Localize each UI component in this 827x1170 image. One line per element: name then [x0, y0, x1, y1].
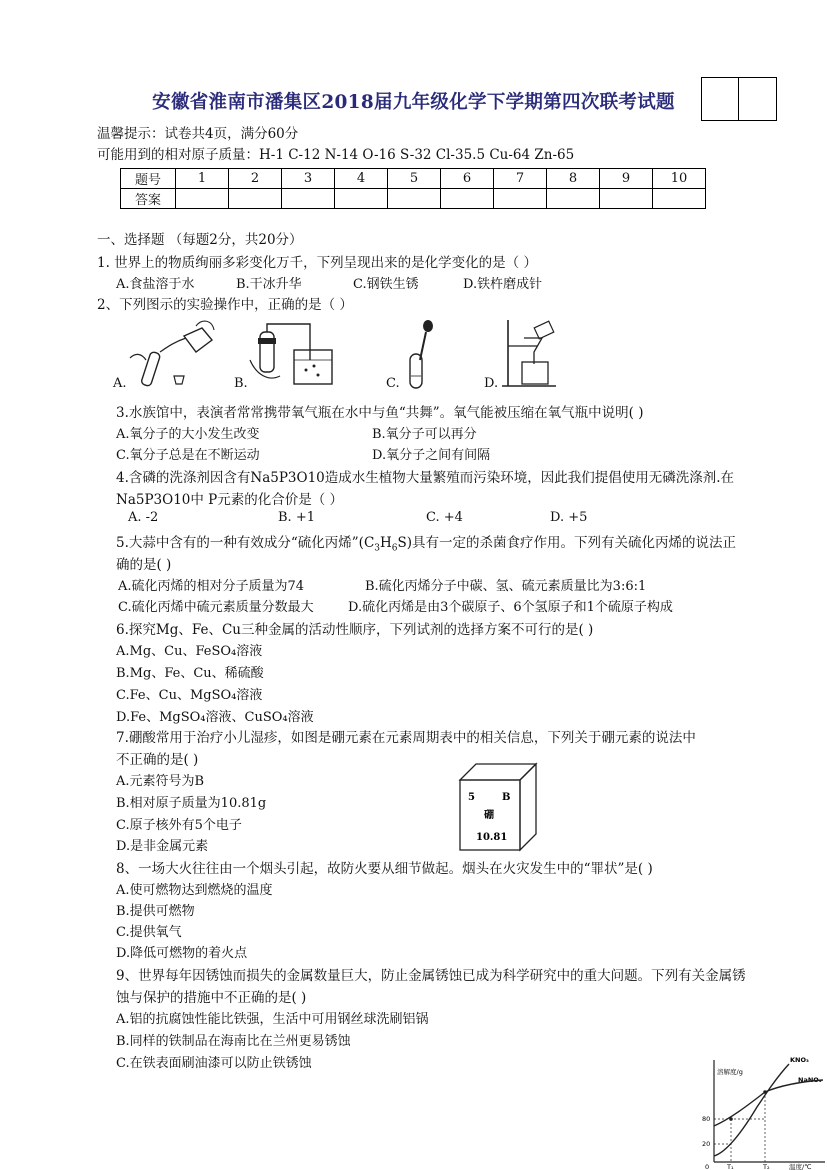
q5-option-b: B.硫化丙烯分子中碳、氢、硫元素质量比为3:6:1 [365, 579, 647, 594]
q6-option-b: B.Mg、Fe、Cu、稀硫酸 [116, 666, 264, 681]
kno3-curve [714, 1064, 789, 1156]
table-cell: 4 [335, 169, 388, 189]
answer-cell[interactable] [600, 189, 653, 209]
table-cell: 5 [388, 169, 441, 189]
q9-option-b: B.同样的铁制品在海南比在兰州更易锈蚀 [116, 1034, 351, 1049]
table-header-answer: 答案 [121, 189, 176, 209]
q8-stem: 8、一场大火往往由一个烟头引起，故防火要从细节做起。烟头在火灾发生中的“罪状”是( ) [116, 861, 653, 877]
q1-option-b: B.干冰升华 [236, 277, 302, 292]
element-mass: 10.81 [476, 832, 508, 843]
element-name: 硼 [484, 810, 494, 821]
q1-option-d: D.铁杵磨成针 [463, 277, 543, 292]
point-t1 [729, 1117, 733, 1121]
q9-option-a: A.铝的抗腐蚀性能比铁强，生活中可用钢丝球洗刷铝锅 [116, 1012, 429, 1027]
q3-option-c: C.氧分子总是在不断运动 [116, 448, 260, 463]
q3-option-b: B.氧分子可以再分 [372, 427, 477, 442]
table-cell: 2 [229, 169, 282, 189]
tips-text: 温馨提示：试卷共4页，满分60分 [97, 126, 299, 142]
q7-stem-line2: 不正确的是( ) [116, 752, 199, 768]
q5-subscript: 6 [391, 543, 398, 554]
q8-option-b: B.提供可燃物 [116, 904, 195, 919]
q5-option-d: D.硫化丙烯是由3个碳原子、6个氢原子和1个硫原子构成 [348, 600, 673, 615]
answer-cell[interactable] [229, 189, 282, 209]
q1-option-a: A.食盐溶于水 [116, 277, 195, 292]
answer-cell[interactable] [494, 189, 547, 209]
filtration-figure [498, 318, 560, 390]
gas-collection-figure [244, 320, 339, 388]
q9-stem-line1: 9、世界每年因锈蚀而损失的金属数量巨大，防止金属锈蚀已成为科学研究中的重大问题。下列有关金属锈 [116, 968, 746, 984]
q7-option-c: C.原子核外有5个电子 [116, 818, 242, 833]
table-row [121, 169, 706, 189]
q3-option-a: A.氧分子的大小发生改变 [116, 427, 260, 442]
pouring-liquid-figure [126, 318, 216, 390]
answer-cell[interactable] [653, 189, 706, 209]
table-cell: 10 [653, 169, 706, 189]
element-number: 5 [468, 792, 475, 803]
table-cell: 3 [282, 169, 335, 189]
q7-option-d: D.是非金属元素 [116, 839, 209, 854]
q2-option-a: A. [113, 376, 127, 391]
answer-cell[interactable] [282, 189, 335, 209]
q3-option-d: D.氧分子之间有间隔 [372, 448, 491, 463]
q2-option-c: C. [386, 376, 400, 391]
tick-label-t1: T₁ [727, 1163, 734, 1170]
series-label-nano3: NaNO₃ [798, 1076, 822, 1084]
q7-option-a: A.元素符号为B [116, 774, 205, 789]
tick-label-20: 20 [702, 1140, 711, 1148]
q7-option-b: B.相对原子质量为10.81g [116, 796, 267, 811]
origin-label: 0 [705, 1163, 710, 1170]
q5-text-part: S)具有一定的杀菌食疗作用。下列有关硫化丙烯的说法正 [397, 535, 737, 551]
chart-y-label: 溶解度/g [717, 1068, 743, 1076]
q5-text-part: 5.大蒜中含有的一种有效成分“硫化丙烯”(C [116, 535, 375, 551]
q8-option-d: D.降低可燃物的着火点 [116, 946, 248, 961]
q8-option-c: C.提供氧气 [116, 925, 182, 940]
score-box-cell-right [739, 78, 776, 120]
answer-table [120, 168, 706, 209]
exam-title: 安徽省淮南市潘集区2018届九年级化学下学期第四次联考试题 [152, 92, 675, 113]
answer-cell[interactable] [388, 189, 441, 209]
table-cell: 7 [494, 169, 547, 189]
q6-option-d: D.Fe、MgSO₄溶液、CuSO₄溶液 [116, 710, 314, 725]
q4-option-d: D. +5 [550, 510, 588, 525]
q7-stem-line1: 7.硼酸常用于治疗小儿湿疹，如图是硼元素在元素周期表中的相关信息，下列关于硼元素的说法中 [116, 730, 696, 746]
q4-option-a: A. -2 [128, 510, 159, 525]
solubility-chart [697, 1052, 827, 1170]
q6-option-a: A.Mg、Cu、FeSO₄溶液 [116, 644, 263, 659]
q4-stem-line2: Na5P3O10中 P元素的化合价是（ ） [116, 492, 344, 508]
answer-cell[interactable] [441, 189, 494, 209]
q1-stem: 1. 世界上的物质绚丽多彩变化万千，下列呈现出来的是化学变化的是（ ） [97, 255, 537, 271]
q2-stem: 2、下列图示的实验操作中，正确的是（ ） [97, 297, 353, 313]
table-cell: 9 [600, 169, 653, 189]
series-label-kno3: KNO₃ [790, 1056, 809, 1064]
q1-option-c: C.钢铁生锈 [353, 277, 419, 292]
q9-stem-line2: 蚀与保护的措施中不正确的是( ) [116, 990, 307, 1006]
table-cell: 1 [176, 169, 229, 189]
q6-option-c: C.Fe、Cu、MgSO₄溶液 [116, 688, 263, 703]
chart-x-label: 温度/℃ [789, 1163, 812, 1170]
q4-stem-line1: 4.含磷的洗涤剂因含有Na5P3O10造成水生植物大量繁殖而污染环境，因此我们提倡使用无磷洗涤剂.在 [116, 470, 735, 486]
section-heading: 一、选择题 （每题2分，共20分） [97, 232, 303, 248]
answer-cell[interactable] [335, 189, 388, 209]
q5-stem-line2: 确的是( ) [116, 557, 172, 573]
tick-label-80: 80 [702, 1115, 711, 1123]
q2-option-b: B. [234, 376, 248, 391]
table-cell: 8 [547, 169, 600, 189]
tick-label-t2: T₂ [763, 1163, 770, 1170]
q5-option-c: C.硫化丙烯中硫元素质量分数最大 [118, 600, 314, 615]
table-header-number: 题号 [121, 169, 176, 189]
boron-element-figure [458, 762, 538, 852]
answer-cell[interactable] [547, 189, 600, 209]
table-cell: 6 [441, 169, 494, 189]
q3-stem: 3.水族馆中，表演者常常携带氧气瓶在水中与鱼“共舞”。氧气能被压缩在氧气瓶中说明( ) [116, 405, 644, 421]
q5-subscript: 3 [374, 543, 381, 554]
q4-option-c: C. +4 [426, 510, 463, 525]
q5-text-part: H [380, 535, 392, 551]
q4-option-b: B. +1 [278, 510, 315, 525]
table-row [121, 189, 706, 209]
score-box [701, 77, 777, 121]
q6-stem: 6.探究Mg、Fe、Cu三种金属的活动性顺序，下列试剂的选择方案不可行的是( ) [116, 622, 594, 638]
score-box-cell-left [702, 78, 739, 120]
answer-cell[interactable] [176, 189, 229, 209]
q5-stem-line1 [116, 531, 736, 554]
q5-option-a: A.硫化丙烯的相对分子质量为74 [118, 579, 305, 594]
atomic-masses-text: 可能用到的相对原子质量：H-1 C-12 N-14 O-16 S-32 Cl-35.5 Cu-64 Zn-65 [97, 147, 575, 163]
q9-option-c: C.在铁表面刷油漆可以防止铁锈蚀 [116, 1056, 312, 1071]
dropper-figure [402, 318, 442, 390]
q2-option-d: D. [484, 376, 499, 391]
q8-option-a: A.使可燃物达到燃烧的温度 [116, 883, 273, 898]
element-symbol: B [502, 792, 511, 803]
point-t2 [763, 1090, 767, 1094]
